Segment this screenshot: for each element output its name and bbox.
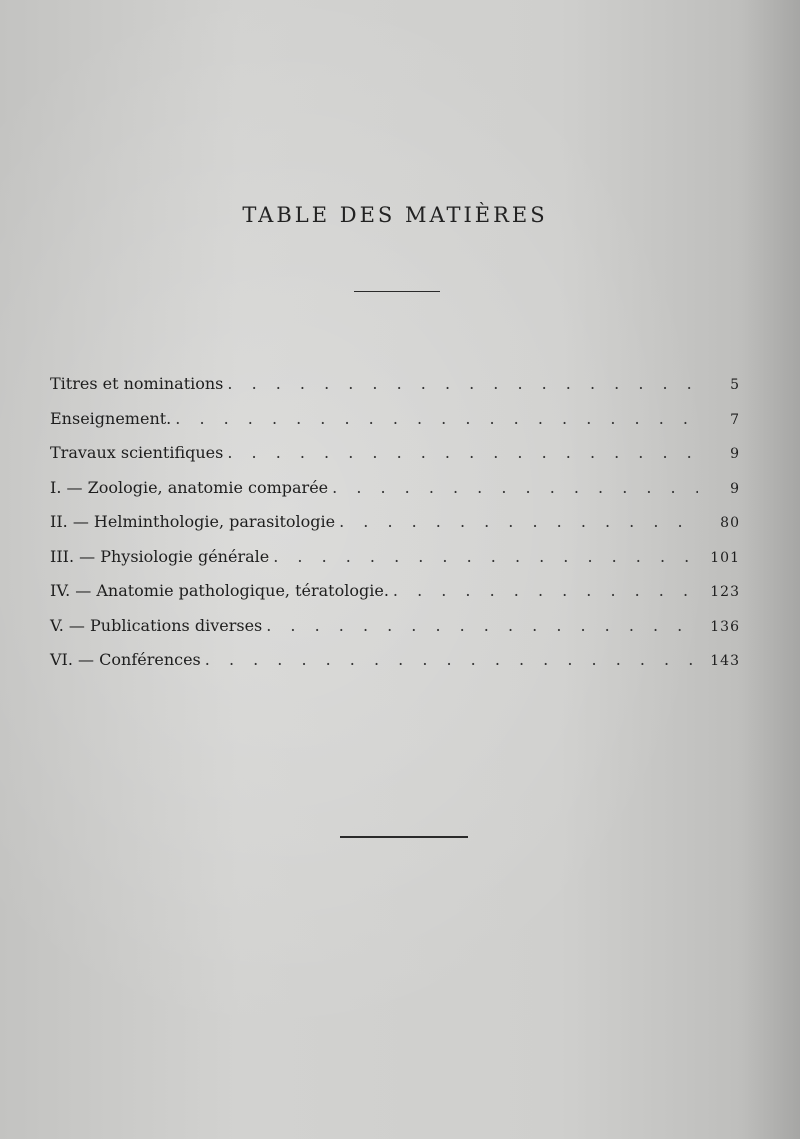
toc-entry-label: III. — Physiologie générale [50,546,270,566]
toc-leader-dots [266,613,698,639]
toc-entry-label: IV. — Anatomie pathologique, tératologie. [50,581,389,600]
toc-entry [50,475,740,510]
toc-entry-label: VI. — Conférences [50,650,201,669]
toc-entry [50,371,740,406]
toc-entry-label: I. — Zoologie, anatomie comparée [50,477,329,497]
table-of-contents [50,371,740,682]
toc-entry-label: Enseignement. [50,408,172,428]
toc-entry-page: 80 [720,515,740,531]
divider-top [354,291,440,292]
toc-entry-page: 9 [730,480,740,497]
toc-leader-dots [273,544,698,570]
toc-entry [50,613,740,648]
toc-entry-page: 143 [710,653,740,669]
page-title: TABLE DES MATIÈRES [242,203,548,227]
toc-leader-dots [175,406,698,432]
toc-leader-dots [227,440,698,466]
toc-leader-dots [227,371,698,397]
toc-entry [50,406,740,441]
toc-entry [50,647,740,682]
toc-leader-dots [339,509,698,535]
toc-leader-dots [205,647,698,673]
toc-entry-page: 136 [710,618,740,635]
toc-entry-label: Travaux scientifiques [50,443,224,462]
toc-entry-page: 123 [710,584,740,600]
toc-entry [50,509,740,544]
toc-leader-dots [332,475,698,501]
toc-entry-label: II. — Helminthologie, parasitologie [50,512,336,531]
toc-entry-page: 9 [730,446,740,462]
toc-entry-page: 5 [730,377,740,393]
page-shadow [740,0,800,1139]
toc-entry [50,578,740,613]
toc-entry-label: Titres et nominations [50,374,224,393]
toc-entry [50,440,740,475]
toc-entry-page: 101 [710,549,740,566]
toc-entry [50,544,740,579]
toc-entry-page: 7 [730,411,740,428]
divider-bottom [340,836,468,838]
toc-entry-label: V. — Publications diverses [50,615,263,635]
toc-leader-dots [393,578,698,604]
